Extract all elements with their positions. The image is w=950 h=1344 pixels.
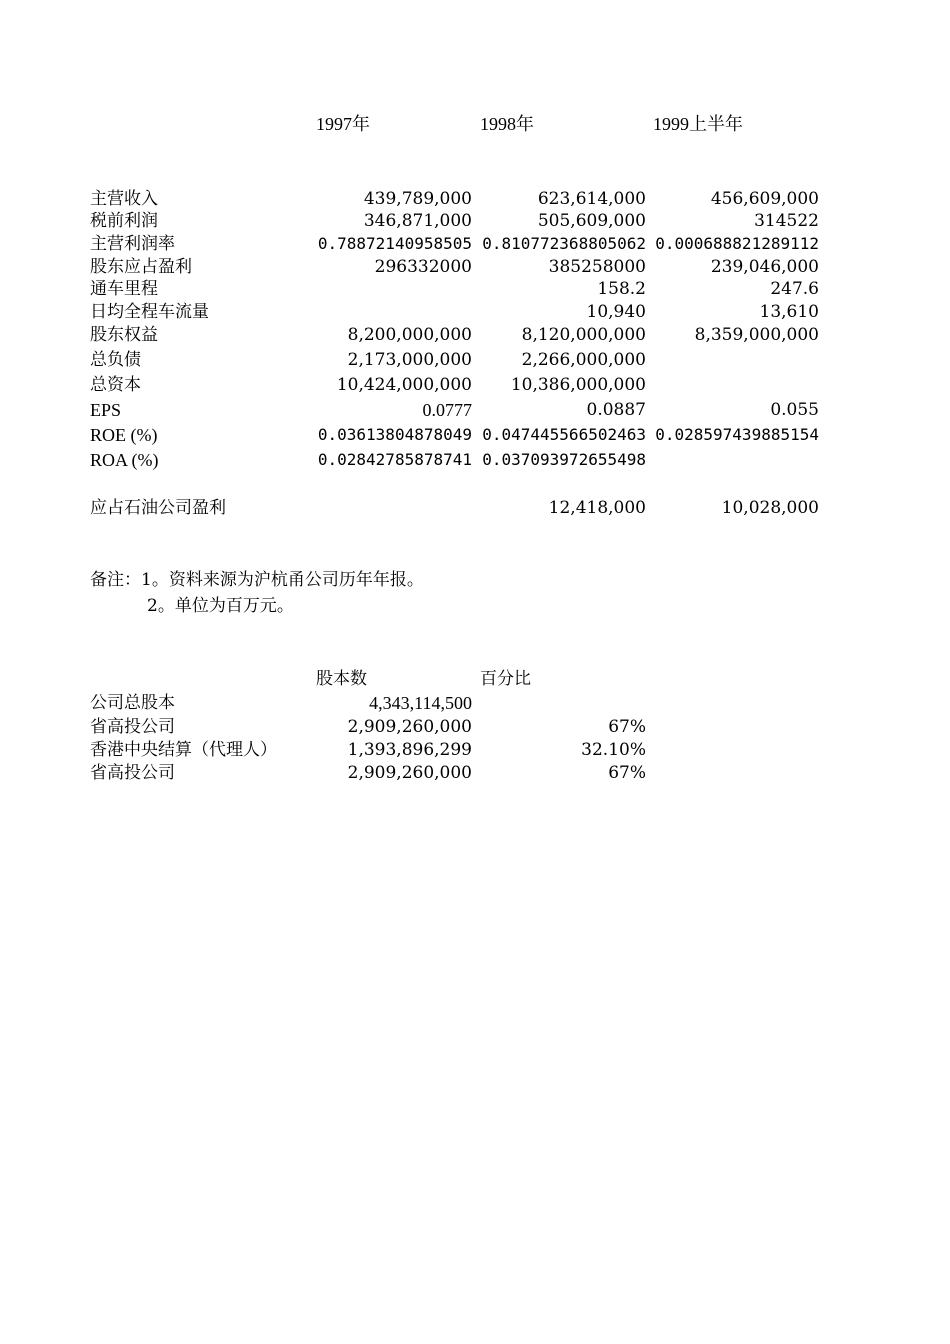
shares-row-total bbox=[0, 692, 950, 714]
value-1999h1: 456,609,000 bbox=[710, 189, 819, 209]
shareholder-label: 省高投公司 bbox=[90, 717, 175, 737]
row-equity bbox=[0, 324, 950, 346]
value-1997: 10,424,000,000 bbox=[336, 375, 472, 395]
row-label: 主营收入 bbox=[90, 189, 158, 209]
note-source: 备注：1。资料来源为沪杭甬公司历年年报。 bbox=[90, 570, 424, 590]
share-count: 1,393,896,299 bbox=[347, 740, 472, 760]
row-label: 总负债 bbox=[90, 350, 141, 370]
shares-row bbox=[0, 716, 950, 738]
value-1997: 0.0777 bbox=[422, 400, 472, 420]
note-unit: 2。单位为百万元。 bbox=[147, 596, 294, 616]
value-1997: 0.02842785878741 bbox=[317, 450, 472, 469]
value-1998: 8,120,000,000 bbox=[521, 325, 646, 345]
share-percent: 67% bbox=[608, 717, 646, 737]
value-1999h1: 0.028597439885154 bbox=[655, 425, 819, 444]
row-pretax-profit bbox=[0, 210, 950, 232]
row-capital bbox=[0, 374, 950, 396]
row-label: 日均全程车流量 bbox=[90, 302, 209, 322]
shares-header-percent: 百分比 bbox=[480, 669, 531, 689]
header-1997: 1997年 bbox=[316, 114, 370, 134]
value-1999h1: 0.055 bbox=[770, 400, 819, 420]
row-roa bbox=[0, 449, 950, 471]
row-label: 税前利润 bbox=[90, 211, 158, 231]
value-1998: 158.2 bbox=[597, 279, 646, 299]
value-1999h1: 239,046,000 bbox=[710, 257, 819, 277]
value-1999h1: 8,359,000,000 bbox=[694, 325, 819, 345]
value-1997: 2,173,000,000 bbox=[347, 350, 472, 370]
value-1997: 296332000 bbox=[374, 257, 472, 277]
row-mileage bbox=[0, 278, 950, 300]
value-1999h1: 10,028,000 bbox=[721, 498, 819, 518]
value-1998: 505,609,000 bbox=[537, 211, 646, 231]
row-label: 总资本 bbox=[90, 375, 141, 395]
shareholder-label: 省高投公司 bbox=[90, 763, 175, 783]
shares-header-count: 股本数 bbox=[316, 669, 367, 689]
value-1997: 8,200,000,000 bbox=[347, 325, 472, 345]
row-label: 股东权益 bbox=[90, 325, 158, 345]
shareholder-label: 香港中央结算（代理人） bbox=[90, 740, 277, 760]
value-1998: 10,940 bbox=[586, 302, 646, 322]
row-oil-company-profit bbox=[0, 497, 950, 519]
header-1998: 1998年 bbox=[480, 114, 534, 134]
row-eps bbox=[0, 399, 950, 421]
value-1997: 0.78872140958505 bbox=[317, 234, 472, 253]
share-count: 2,909,260,000 bbox=[347, 763, 472, 783]
value-1998: 0.037093972655498 bbox=[482, 450, 646, 469]
share-percent: 32.10% bbox=[581, 740, 646, 760]
value-1998: 0.0887 bbox=[586, 400, 646, 420]
row-label: 主营利润率 bbox=[90, 234, 175, 254]
value-1998: 385258000 bbox=[548, 257, 646, 277]
row-label: 股东应占盈利 bbox=[90, 257, 192, 277]
row-roe bbox=[0, 424, 950, 446]
shareholder-label: 公司总股本 bbox=[90, 693, 175, 713]
value-1997: 439,789,000 bbox=[363, 189, 472, 209]
value-1998: 623,614,000 bbox=[537, 189, 646, 209]
value-1997: 346,871,000 bbox=[363, 211, 472, 231]
row-margin bbox=[0, 233, 950, 255]
row-liabilities bbox=[0, 349, 950, 371]
shares-row bbox=[0, 762, 950, 784]
share-percent: 67% bbox=[608, 763, 646, 783]
row-label: 通车里程 bbox=[90, 279, 158, 299]
value-1998: 0.047445566502463 bbox=[482, 425, 646, 444]
value-1998: 0.810772368805062 bbox=[482, 234, 646, 253]
row-label: ROE (%) bbox=[90, 425, 158, 445]
value-1997: 0.03613804878049 bbox=[317, 425, 472, 444]
value-1998: 2,266,000,000 bbox=[521, 350, 646, 370]
value-1998: 12,418,000 bbox=[548, 498, 646, 518]
value-1999h1: 314522 bbox=[754, 211, 819, 231]
row-main-revenue bbox=[0, 188, 950, 210]
row-label: ROA (%) bbox=[90, 450, 159, 470]
value-1998: 10,386,000,000 bbox=[510, 375, 646, 395]
value-1999h1: 13,610 bbox=[759, 302, 819, 322]
row-label: 应占石油公司盈利 bbox=[90, 498, 226, 518]
header-1999h1: 1999上半年 bbox=[653, 114, 743, 134]
share-count: 2,909,260,000 bbox=[347, 717, 472, 737]
share-count: 4,343,114,500 bbox=[369, 693, 472, 713]
value-1999h1: 247.6 bbox=[770, 279, 819, 299]
value-1999h1: 0.000688821289112 bbox=[655, 234, 819, 253]
row-traffic bbox=[0, 301, 950, 323]
row-label: EPS bbox=[90, 400, 122, 420]
shares-row bbox=[0, 739, 950, 761]
row-shareholder-profit bbox=[0, 256, 950, 278]
